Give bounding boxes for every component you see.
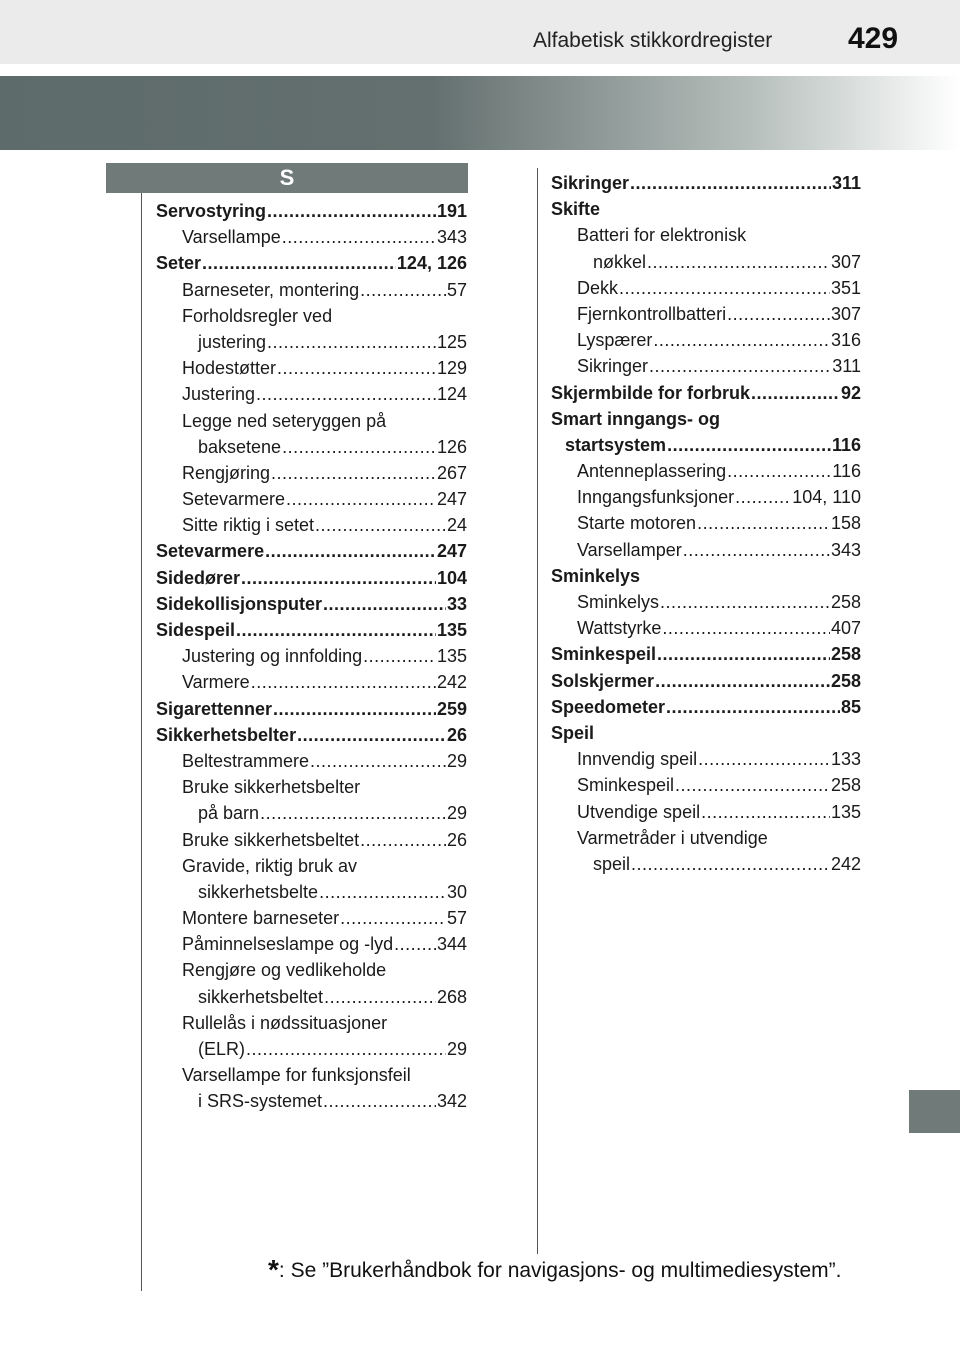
- index-entry: [156, 250, 467, 276]
- index-entry: [551, 589, 861, 615]
- index-entry: [551, 222, 861, 248]
- footnote-text: : Se ”Brukerhåndbok for navigasjons- og multimediesystem”.: [278, 1259, 842, 1282]
- index-term: Starte motoren: [577, 513, 697, 534]
- dot-leader: [394, 931, 436, 957]
- index-term: Gravide, riktig bruk av: [182, 855, 358, 876]
- dot-leader: [315, 512, 446, 538]
- dot-leader: [660, 589, 830, 615]
- index-entry: [551, 301, 861, 327]
- index-entry: [551, 275, 861, 301]
- index-term: Barneseter, montering: [182, 279, 360, 300]
- index-entry: [156, 224, 467, 250]
- index-entry: [156, 565, 467, 591]
- dot-leader: [735, 484, 791, 510]
- dot-leader: [202, 250, 396, 276]
- index-entry: [551, 537, 861, 563]
- index-entry: [156, 512, 467, 538]
- footnote-marker: *: [268, 1254, 279, 1285]
- index-entry: [156, 931, 467, 957]
- index-term: Forholdsregler ved: [182, 305, 333, 326]
- index-page-ref: 26: [446, 829, 467, 850]
- index-entry: [551, 746, 861, 772]
- index-entry: [156, 591, 467, 617]
- index-entry: [156, 879, 467, 905]
- dot-leader: [277, 355, 436, 381]
- index-term: Rengjøring: [182, 462, 271, 483]
- index-term: startsystem: [565, 434, 667, 455]
- index-term: Rengjøre og vedlikeholde: [182, 960, 387, 981]
- index-term: Batteri for elektronisk: [577, 225, 747, 246]
- index-page-ref: 133: [830, 749, 861, 770]
- index-term: Legge ned seteryggen på: [182, 410, 387, 431]
- index-entry: [156, 381, 467, 407]
- dot-leader: [340, 905, 446, 931]
- dot-leader: [657, 641, 830, 667]
- index-entry: [551, 772, 861, 798]
- index-entry: [551, 615, 861, 641]
- index-page-ref: 29: [446, 1039, 467, 1059]
- dot-leader: [241, 565, 436, 591]
- index-entry: [551, 249, 861, 275]
- index-entry: [156, 905, 467, 931]
- dot-leader: [251, 669, 436, 695]
- index-term: Bruke sikkerhetsbeltet: [182, 829, 360, 850]
- index-entry: [156, 984, 467, 1010]
- index-page-ref: 125: [436, 331, 467, 352]
- index-term: Sikkerhetsbelter: [156, 724, 297, 745]
- index-term: Innvendig speil: [577, 749, 698, 770]
- index-entry: [156, 1036, 467, 1062]
- dot-leader: [647, 249, 830, 275]
- dot-leader: [282, 224, 436, 250]
- dot-leader: [360, 827, 446, 853]
- index-term: Hodestøtter: [182, 358, 277, 379]
- index-term: Varmetråder i utvendige: [577, 827, 768, 848]
- dot-leader: [675, 772, 830, 798]
- index-page-ref: 191: [436, 201, 467, 221]
- index-term: Varsellamper: [577, 539, 682, 560]
- index-page-ref: 126: [436, 436, 467, 457]
- index-page-ref: 116: [832, 461, 861, 482]
- dot-leader: [297, 722, 446, 748]
- index-entry: [551, 196, 861, 222]
- dot-leader: [630, 170, 831, 196]
- index-column-left: [156, 198, 467, 1115]
- index-term: Sigarettenner: [156, 698, 273, 719]
- index-entry: [156, 696, 467, 722]
- dot-leader: [310, 748, 446, 774]
- index-page-ref: 26: [446, 724, 467, 745]
- index-term: Skifte: [551, 199, 601, 220]
- index-entry: [156, 434, 467, 460]
- dot-leader: [246, 1036, 446, 1062]
- index-page-ref: 258: [830, 644, 861, 665]
- dot-leader: [271, 460, 436, 486]
- index-term: på barn: [198, 803, 260, 824]
- index-term: Justering: [182, 384, 256, 405]
- index-term: (ELR): [198, 1039, 246, 1059]
- dot-leader: [619, 275, 830, 301]
- index-term: Sikringer: [577, 356, 649, 377]
- index-page-ref: 104: [436, 567, 467, 588]
- dot-leader: [727, 458, 831, 484]
- dot-leader: [256, 381, 436, 407]
- index-page-ref: 342: [436, 1091, 467, 1112]
- index-entry: [156, 1088, 467, 1114]
- index-page-ref: 407: [830, 618, 861, 639]
- index-term: Inngangsfunksjoner: [577, 487, 735, 508]
- index-page-ref: 259: [436, 698, 467, 719]
- index-page-ref: 343: [436, 227, 467, 248]
- index-page-ref: 307: [830, 251, 861, 272]
- dot-leader: [701, 799, 830, 825]
- index-term: Solskjermer: [551, 670, 655, 691]
- index-page-ref: 307: [830, 303, 861, 324]
- index-entry: [551, 458, 861, 484]
- dot-leader: [273, 696, 436, 722]
- index-term: Bruke sikkerhetsbelter: [182, 777, 361, 798]
- index-entry: [551, 668, 861, 694]
- index-page-ref: 57: [446, 279, 467, 300]
- index-page-ref: 30: [446, 881, 467, 902]
- index-page-ref: 311: [832, 356, 861, 377]
- index-entry: [156, 277, 467, 303]
- dot-leader: [631, 851, 830, 877]
- index-term: Sidekollisjonsputer: [156, 593, 323, 614]
- footnote: [268, 1254, 842, 1286]
- index-page-ref: 258: [830, 592, 861, 612]
- index-entry: [551, 799, 861, 825]
- index-entry: [156, 827, 467, 853]
- index-term: Varmere: [182, 672, 250, 693]
- index-term: Sidespeil: [156, 620, 236, 640]
- index-term: Speedometer: [551, 696, 666, 717]
- index-entry: [156, 355, 467, 381]
- index-term: justering: [198, 331, 267, 352]
- index-entry: [156, 1010, 467, 1036]
- index-entry: [156, 486, 467, 512]
- index-page-ref: 316: [830, 330, 861, 351]
- column-divider: [537, 168, 538, 1254]
- dot-leader: [363, 643, 436, 669]
- index-entry: [156, 748, 467, 774]
- index-term: Sidedører: [156, 567, 241, 588]
- index-entry: [551, 484, 861, 510]
- index-term: Antenneplassering: [577, 461, 727, 482]
- index-term: sikkerhetsbelte: [198, 881, 319, 902]
- index-entry: [551, 563, 861, 589]
- dot-leader: [653, 327, 830, 353]
- left-margin-rule: [141, 193, 142, 1291]
- index-page-ref: 85: [840, 696, 861, 717]
- index-entry: [156, 722, 467, 748]
- index-column-right: [551, 170, 861, 877]
- index-term: sikkerhetsbeltet: [198, 986, 324, 1007]
- index-entry: [551, 327, 861, 353]
- index-page-ref: 92: [840, 382, 861, 403]
- index-term: Servostyring: [156, 201, 267, 221]
- dot-leader: [360, 277, 446, 303]
- index-entry: [551, 825, 861, 851]
- index-page-ref: 57: [446, 908, 467, 929]
- page-header-bar: [0, 0, 960, 64]
- index-page-ref: 258: [830, 775, 861, 796]
- index-term: Varsellampe for funksjonsfeil: [182, 1065, 411, 1086]
- index-page-ref: 135: [830, 801, 861, 822]
- dot-leader: [265, 538, 436, 564]
- index-page-ref: 29: [446, 750, 467, 771]
- index-page-ref: 158: [830, 513, 861, 534]
- index-term: Sminkespeil: [577, 775, 675, 796]
- index-entry: [551, 510, 861, 536]
- dot-leader: [662, 615, 830, 641]
- index-entry: [156, 800, 467, 826]
- index-term: Fjernkontrollbatteri: [577, 303, 727, 324]
- dot-leader: [324, 984, 436, 1010]
- index-entry: [156, 1062, 467, 1088]
- dot-leader: [666, 694, 840, 720]
- dot-leader: [649, 353, 831, 379]
- index-term: i SRS-systemet: [198, 1091, 323, 1112]
- index-entry: [551, 851, 861, 877]
- index-entry: [156, 669, 467, 695]
- index-page-ref: 104, 110: [792, 487, 861, 508]
- dot-leader: [655, 668, 830, 694]
- page-number: 429: [848, 22, 899, 55]
- dot-leader: [698, 746, 830, 772]
- index-term: Sikringer: [551, 173, 630, 193]
- index-term: Setevarmere: [156, 541, 265, 562]
- dot-leader: [697, 510, 830, 536]
- index-entry: [156, 617, 467, 643]
- index-page-ref: 344: [436, 934, 467, 955]
- dot-leader: [286, 486, 436, 512]
- index-term: Skjermbilde for forbruk: [551, 382, 751, 403]
- index-entry: [551, 380, 861, 406]
- index-term: Lyspærer: [577, 330, 653, 351]
- dot-leader: [727, 301, 830, 327]
- index-page-ref: 268: [436, 986, 467, 1007]
- dot-leader: [323, 591, 446, 617]
- index-page-ref: 242: [830, 853, 861, 874]
- index-term: Sminkespeil: [551, 644, 657, 665]
- chapter-title: Alfabetisk stikkordregister: [533, 29, 773, 52]
- index-page-ref: 135: [436, 620, 467, 640]
- index-page-ref: 116: [831, 434, 861, 455]
- index-entry: [551, 641, 861, 667]
- index-page-ref: 258: [830, 670, 861, 691]
- index-entry: [551, 406, 861, 432]
- index-entry: [156, 957, 467, 983]
- index-term: Rullelås i nødssituasjoner: [182, 1012, 388, 1033]
- dot-leader: [323, 1088, 436, 1114]
- index-entry: [156, 460, 467, 486]
- index-entry: [551, 720, 861, 746]
- index-term: Varsellampe: [182, 227, 281, 248]
- dot-leader: [751, 380, 840, 406]
- index-term: Seter: [156, 253, 202, 274]
- index-entry: [551, 432, 861, 458]
- dot-leader: [267, 198, 436, 224]
- index-page-ref: 267: [436, 462, 467, 483]
- dot-leader: [683, 537, 830, 563]
- index-entry: [156, 538, 467, 564]
- dot-leader: [319, 879, 446, 905]
- index-entry: [551, 694, 861, 720]
- index-page-ref: 135: [436, 646, 467, 667]
- index-page-ref: 247: [436, 489, 467, 510]
- index-thumb-tab: [909, 1090, 960, 1133]
- index-page-ref: 351: [830, 277, 861, 298]
- section-letter-bar: S: [106, 163, 468, 193]
- index-term: Speil: [551, 722, 595, 743]
- index-entry: [156, 643, 467, 669]
- index-page-ref: 247: [436, 541, 467, 562]
- index-page-ref: 24: [446, 515, 467, 536]
- dot-leader: [667, 432, 831, 458]
- index-term: nøkkel: [593, 251, 647, 272]
- index-page-ref: 124: [436, 384, 467, 405]
- index-entry: [156, 329, 467, 355]
- index-term: Utvendige speil: [577, 801, 701, 822]
- index-term: Montere barneseter: [182, 908, 340, 929]
- index-page-ref: 343: [830, 539, 861, 560]
- index-term: Beltestrammere: [182, 750, 310, 771]
- index-term: Dekk: [577, 277, 619, 298]
- index-page-ref: 242: [436, 672, 467, 693]
- index-term: Påminnelseslampe og -lyd: [182, 934, 394, 955]
- index-term: Justering og innfolding: [182, 646, 363, 667]
- index-entry: [156, 774, 467, 800]
- index-term: Sitte riktig i setet: [182, 515, 315, 536]
- chapter-banner: [0, 76, 960, 150]
- index-term: Sminkelys: [577, 592, 660, 612]
- index-term: Smart inngangs- og: [551, 408, 721, 429]
- dot-leader: [260, 800, 446, 826]
- index-entry: [156, 303, 467, 329]
- index-page-ref: 124, 126: [396, 253, 467, 274]
- index-entry: [551, 353, 861, 379]
- index-term: Wattstyrke: [577, 618, 662, 639]
- dot-leader: [236, 617, 436, 643]
- index-page-ref: 129: [436, 358, 467, 379]
- index-term: Setevarmere: [182, 489, 286, 510]
- index-entry: [156, 853, 467, 879]
- index-term: speil: [593, 853, 631, 874]
- index-term: baksetene: [198, 436, 282, 457]
- index-page-ref: 311: [831, 173, 861, 193]
- index-term: Sminkelys: [551, 565, 641, 586]
- dot-leader: [282, 434, 436, 460]
- dot-leader: [267, 329, 436, 355]
- index-page-ref: 29: [446, 803, 467, 824]
- index-entry: [156, 198, 467, 224]
- index-entry: [156, 408, 467, 434]
- index-entry: [551, 170, 861, 196]
- index-page-ref: 33: [446, 593, 467, 614]
